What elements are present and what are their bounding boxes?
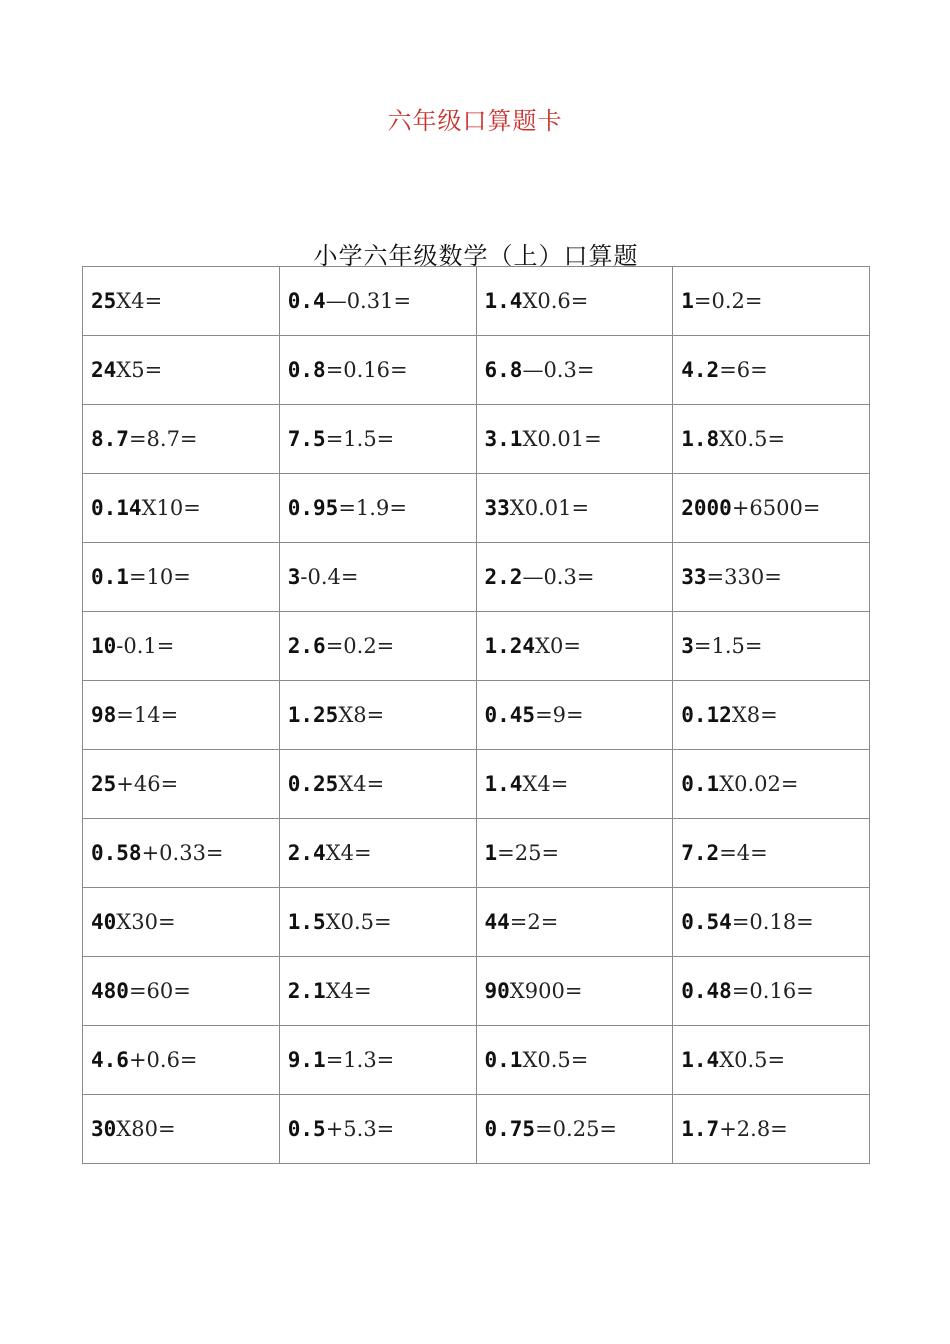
problem-lead-number: 0.95 xyxy=(287,495,339,520)
problem-expression: X4= xyxy=(325,840,372,865)
problem-expression: =330= xyxy=(706,564,782,589)
problem-expression: =0.18= xyxy=(731,909,814,934)
problem-lead-number: 0.1 xyxy=(681,771,720,796)
problem-lead-number: 0.8 xyxy=(287,357,326,382)
problem-cell xyxy=(279,267,476,336)
problem-cell xyxy=(279,1095,476,1164)
problem-lead-number: 0.45 xyxy=(484,702,536,727)
problem-expression: =8.7= xyxy=(128,426,198,451)
problem-cell xyxy=(83,750,280,819)
problem-cell xyxy=(279,474,476,543)
problem-cell xyxy=(476,888,673,957)
problem-lead-number: 1.5 xyxy=(287,909,326,934)
problem-expression: X30= xyxy=(116,909,176,934)
problem-expression: +6500= xyxy=(731,495,821,520)
problem-lead-number: 24 xyxy=(91,357,117,382)
problem-cell xyxy=(83,681,280,750)
table-row xyxy=(83,405,870,474)
problem-expression: -0.1= xyxy=(116,633,175,658)
problem-cell xyxy=(83,1095,280,1164)
table-row xyxy=(83,612,870,681)
problem-lead-number: 0.1 xyxy=(484,1047,523,1072)
problem-cell xyxy=(476,612,673,681)
problem-expression: X0.6= xyxy=(522,288,589,313)
problem-cell xyxy=(476,405,673,474)
problem-lead-number: 1 xyxy=(484,840,498,865)
problem-cell xyxy=(83,957,280,1026)
table-row xyxy=(83,681,870,750)
problem-lead-number: 25 xyxy=(91,771,117,796)
problem-lead-number: 0.4 xyxy=(287,288,326,313)
table-row xyxy=(83,819,870,888)
problem-lead-number: 2.4 xyxy=(287,840,326,865)
problem-lead-number: 44 xyxy=(484,909,510,934)
problem-cell xyxy=(476,543,673,612)
page-title: 六年级口算题卡 xyxy=(387,107,563,135)
problem-lead-number: 33 xyxy=(681,564,707,589)
problem-lead-number: 33 xyxy=(484,495,510,520)
problem-expression: —0.3= xyxy=(522,564,595,589)
problem-cell xyxy=(673,612,870,681)
problem-cell xyxy=(279,405,476,474)
problem-cell xyxy=(83,267,280,336)
problem-cell xyxy=(83,336,280,405)
problem-expression: =0.16= xyxy=(325,357,408,382)
problem-lead-number: 0.14 xyxy=(91,495,142,520)
table-row xyxy=(83,957,870,1026)
problem-cell xyxy=(673,405,870,474)
problem-cell xyxy=(83,1026,280,1095)
problem-cell xyxy=(279,819,476,888)
problem-expression: X4= xyxy=(338,771,385,796)
table-row xyxy=(83,543,870,612)
problem-cell xyxy=(673,267,870,336)
problem-expression: =0.16= xyxy=(731,978,814,1003)
problem-lead-number: 0.48 xyxy=(681,978,732,1003)
problem-expression: X8= xyxy=(338,702,385,727)
problem-lead-number: 1.4 xyxy=(484,771,523,796)
problem-lead-number: 0.54 xyxy=(681,909,732,934)
problem-lead-number: 9.1 xyxy=(287,1047,326,1072)
problem-lead-number: 7.5 xyxy=(287,426,326,451)
problem-lead-number: 2.6 xyxy=(287,633,326,658)
problem-lead-number: 480 xyxy=(91,978,129,1003)
problem-expression: X4= xyxy=(522,771,569,796)
table-row xyxy=(83,336,870,405)
problem-lead-number: 1.7 xyxy=(681,1116,720,1141)
problem-lead-number: 2000 xyxy=(681,495,732,520)
table-row xyxy=(83,750,870,819)
table-row xyxy=(83,1095,870,1164)
problem-lead-number: 1.8 xyxy=(681,426,720,451)
problem-lead-number: 7.2 xyxy=(681,840,720,865)
problem-lead-number: 1.25 xyxy=(287,702,339,727)
problem-cell xyxy=(279,750,476,819)
problem-lead-number: 8.7 xyxy=(91,426,129,451)
problem-lead-number: 6.8 xyxy=(484,357,523,382)
problem-lead-number: 0.12 xyxy=(681,702,732,727)
problem-cell xyxy=(279,543,476,612)
problem-expression: =0.2= xyxy=(693,288,763,313)
problem-lead-number: 90 xyxy=(484,978,510,1003)
problem-lead-number: 0.5 xyxy=(287,1116,326,1141)
problem-cell xyxy=(673,888,870,957)
problem-cell xyxy=(673,819,870,888)
problem-cell xyxy=(476,1026,673,1095)
problem-cell xyxy=(279,1026,476,1095)
problem-expression: +2.8= xyxy=(719,1116,788,1141)
problem-lead-number: 1 xyxy=(681,288,694,313)
problem-expression: =25= xyxy=(497,840,560,865)
problem-expression: =60= xyxy=(128,978,191,1003)
problem-expression: —0.3= xyxy=(522,357,595,382)
problem-cell xyxy=(673,474,870,543)
problem-cell xyxy=(673,1026,870,1095)
problem-expression: X0.5= xyxy=(522,1047,589,1072)
problem-cell xyxy=(476,267,673,336)
problem-expression: X0= xyxy=(535,633,581,658)
problem-expression: =0.2= xyxy=(325,633,395,658)
problem-cell xyxy=(83,612,280,681)
problem-cell xyxy=(476,819,673,888)
problem-expression: =6= xyxy=(719,357,768,382)
problem-lead-number: 10 xyxy=(91,633,117,658)
problem-cell xyxy=(476,1095,673,1164)
problem-cell xyxy=(279,681,476,750)
problem-expression: =1.5= xyxy=(693,633,763,658)
problem-expression: X900= xyxy=(509,978,583,1003)
problem-expression: X0.5= xyxy=(325,909,392,934)
problem-lead-number: 4.6 xyxy=(91,1047,129,1072)
problem-expression: +0.33= xyxy=(141,840,224,865)
problem-lead-number: 0.1 xyxy=(91,564,129,589)
problem-cell xyxy=(673,957,870,1026)
problem-expression: =0.25= xyxy=(535,1116,618,1141)
problem-expression: X0.02= xyxy=(719,771,799,796)
problem-lead-number: 1.24 xyxy=(484,633,536,658)
problem-lead-number: 4.2 xyxy=(681,357,720,382)
problem-lead-number: 0.58 xyxy=(91,840,142,865)
problem-cell xyxy=(476,336,673,405)
problem-cell xyxy=(673,543,870,612)
problem-cell xyxy=(476,681,673,750)
problem-cell xyxy=(673,750,870,819)
problem-lead-number: 1.4 xyxy=(681,1047,720,1072)
problem-expression: =2= xyxy=(509,909,559,934)
problem-expression: X0.01= xyxy=(509,495,590,520)
problem-expression: =10= xyxy=(128,564,191,589)
problem-cell xyxy=(673,336,870,405)
problem-expression: —0.31= xyxy=(325,288,412,313)
problem-cell xyxy=(476,750,673,819)
problem-expression: X4= xyxy=(325,978,372,1003)
problem-lead-number: 30 xyxy=(91,1116,117,1141)
problem-cell xyxy=(279,888,476,957)
problem-cell xyxy=(83,543,280,612)
problem-expression: +46= xyxy=(116,771,179,796)
problem-expression: +0.6= xyxy=(128,1047,198,1072)
problem-cell xyxy=(83,819,280,888)
problem-cell xyxy=(673,681,870,750)
table-row xyxy=(83,888,870,957)
problem-expression: =4= xyxy=(719,840,768,865)
problem-lead-number: 2.2 xyxy=(484,564,523,589)
problem-table-body xyxy=(83,267,870,1164)
problem-cell xyxy=(279,612,476,681)
problem-cell xyxy=(83,888,280,957)
problem-expression: X8= xyxy=(731,702,778,727)
problem-expression: X80= xyxy=(116,1116,176,1141)
problem-table xyxy=(82,266,870,1164)
problem-lead-number: 3 xyxy=(287,564,301,589)
problem-expression: X5= xyxy=(116,357,163,382)
table-row xyxy=(83,1026,870,1095)
problem-lead-number: 1.4 xyxy=(484,288,523,313)
problem-lead-number: 3 xyxy=(681,633,694,658)
problem-expression: =9= xyxy=(535,702,584,727)
problem-expression: X4= xyxy=(116,288,163,313)
problem-cell xyxy=(476,474,673,543)
problem-cell xyxy=(83,474,280,543)
problem-lead-number: 0.75 xyxy=(484,1116,536,1141)
problem-lead-number: 0.25 xyxy=(287,771,339,796)
problem-expression: X10= xyxy=(141,495,201,520)
problem-lead-number: 40 xyxy=(91,909,117,934)
problem-expression: -0.4= xyxy=(300,564,359,589)
problem-cell xyxy=(279,957,476,1026)
problem-expression: =1.5= xyxy=(325,426,395,451)
problem-cell xyxy=(279,336,476,405)
table-row xyxy=(83,267,870,336)
worksheet-subtitle: 小学六年级数学（上）口算题 xyxy=(313,242,639,270)
problem-cell xyxy=(83,405,280,474)
problem-lead-number: 3.1 xyxy=(484,426,523,451)
problem-lead-number: 98 xyxy=(91,702,117,727)
problem-cell xyxy=(673,1095,870,1164)
problem-expression: =14= xyxy=(116,702,179,727)
problem-expression: =1.3= xyxy=(325,1047,395,1072)
problem-expression: X0.01= xyxy=(522,426,602,451)
problem-expression: =1.9= xyxy=(338,495,407,520)
problem-expression: +5.3= xyxy=(325,1116,395,1141)
problem-cell xyxy=(476,957,673,1026)
problem-expression: X0.5= xyxy=(719,1047,786,1072)
table-row xyxy=(83,474,870,543)
problem-lead-number: 2.1 xyxy=(287,978,326,1003)
problem-expression: X0.5= xyxy=(719,426,786,451)
problem-lead-number: 25 xyxy=(91,288,117,313)
